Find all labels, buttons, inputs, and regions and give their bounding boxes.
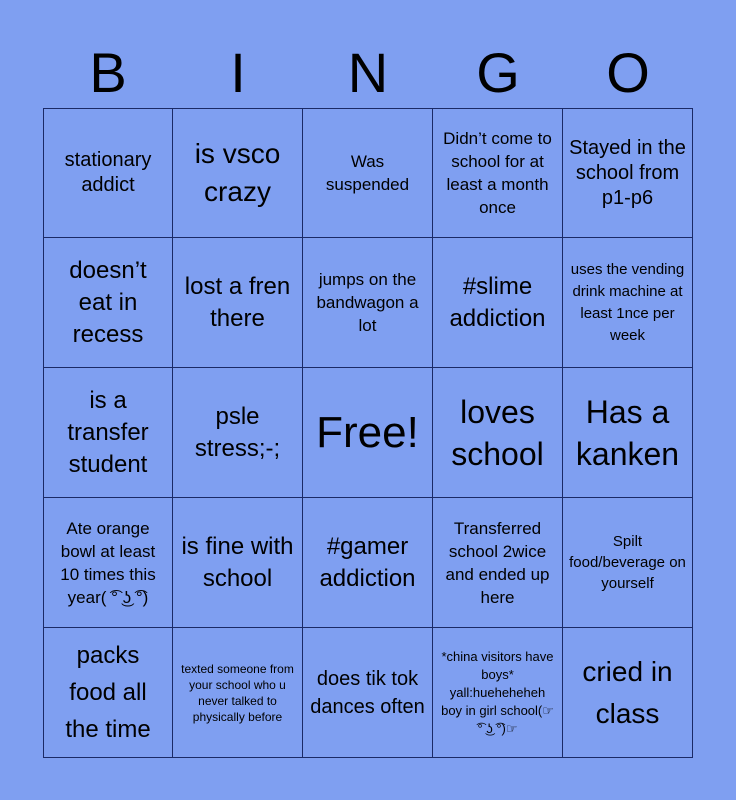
cell-label: Was suspended [325,152,410,194]
bingo-cell-r2c4[interactable] [433,238,563,368]
cell-label: Stayed in the school from p1-p6 [569,136,686,209]
cell-label: packs food all the time [65,642,151,743]
bingo-cell-r5c3[interactable] [303,628,433,758]
bingo-cell-r4c4[interactable] [433,498,563,628]
cell-label: stationary addict [64,149,152,196]
bingo-cell-r4c2[interactable] [173,498,303,628]
cell-label: #slime addiction [449,272,546,332]
bingo-cell-r4c5[interactable] [563,498,693,628]
cell-label: Spilt food/beverage on yourself [569,533,686,592]
cell-label: is vsco crazy [194,138,281,207]
header-letter-g: G [476,41,520,104]
cell-label: jumps on the bandwagon a lot [316,270,419,335]
bingo-cell-r3c2[interactable] [173,368,303,498]
bingo-cell-r1c2[interactable] [173,108,303,238]
header-letter-i: I [230,41,246,104]
cell-label: Has a kanken [575,393,680,472]
cell-label: does tik tok dances often [310,667,425,718]
cell-label: psle stress;-; [194,402,281,462]
cell-label: is a transfer student [67,386,149,478]
cell-label: uses the vending drink machine at least 1nce per week [570,260,685,344]
bingo-cell-r1c4[interactable] [433,108,563,238]
bingo-cell-r3c4[interactable] [433,368,563,498]
bingo-cell-r2c5[interactable] [563,238,693,368]
cell-label: loves school [451,393,544,472]
cell-label: *china visitors have boys* yall:hueheheheh boy in girl school(☞ ͡° ͜ʖ ͡°)☞ [441,648,554,736]
bingo-cell-r1c3[interactable] [303,108,433,238]
cell-label: Didn’t come to school for at least a month once [443,129,552,217]
bingo-cell-r2c1[interactable] [43,238,173,368]
cell-label: Ate orange bowl at least 10 times this year( ͡° ͜ʖ ͡°) [60,518,156,607]
bingo-cell-r3c5[interactable] [563,368,693,498]
bingo-cell-r4c3[interactable] [303,498,433,628]
bingo-board [43,108,693,758]
header-letter-n: N [347,41,389,104]
header-letter-b: B [89,41,127,104]
bingo-cell-r5c4[interactable] [433,628,563,758]
bingo-cell-r3c1[interactable] [43,368,173,498]
cell-label: Transferred school 2wice and ended up here [445,518,550,607]
bingo-cell-r5c2[interactable] [173,628,303,758]
cell-label: doesn’t eat in recess [69,256,147,348]
cell-label: cried in class [582,655,673,729]
bingo-cell-r4c1[interactable] [43,498,173,628]
bingo-cell-r3c3[interactable] [303,368,433,498]
free-space-label: Free! [316,407,419,457]
bingo-cell-r2c2[interactable] [173,238,303,368]
cell-label: #gamer addiction [319,532,416,592]
bingo-cell-r2c3[interactable] [303,238,433,368]
cell-label: is fine with school [181,532,294,592]
header-letter-o: O [606,41,650,104]
bingo-cell-r1c1[interactable] [43,108,173,238]
bingo-header [43,40,693,106]
bingo-cell-r5c1[interactable] [43,628,173,758]
cell-label: lost a fren there [184,272,291,332]
cell-label: texted someone from your school who u never talked to physically before [181,661,294,724]
bingo-cell-r1c5[interactable] [563,108,693,238]
bingo-cell-r5c5[interactable] [563,628,693,758]
